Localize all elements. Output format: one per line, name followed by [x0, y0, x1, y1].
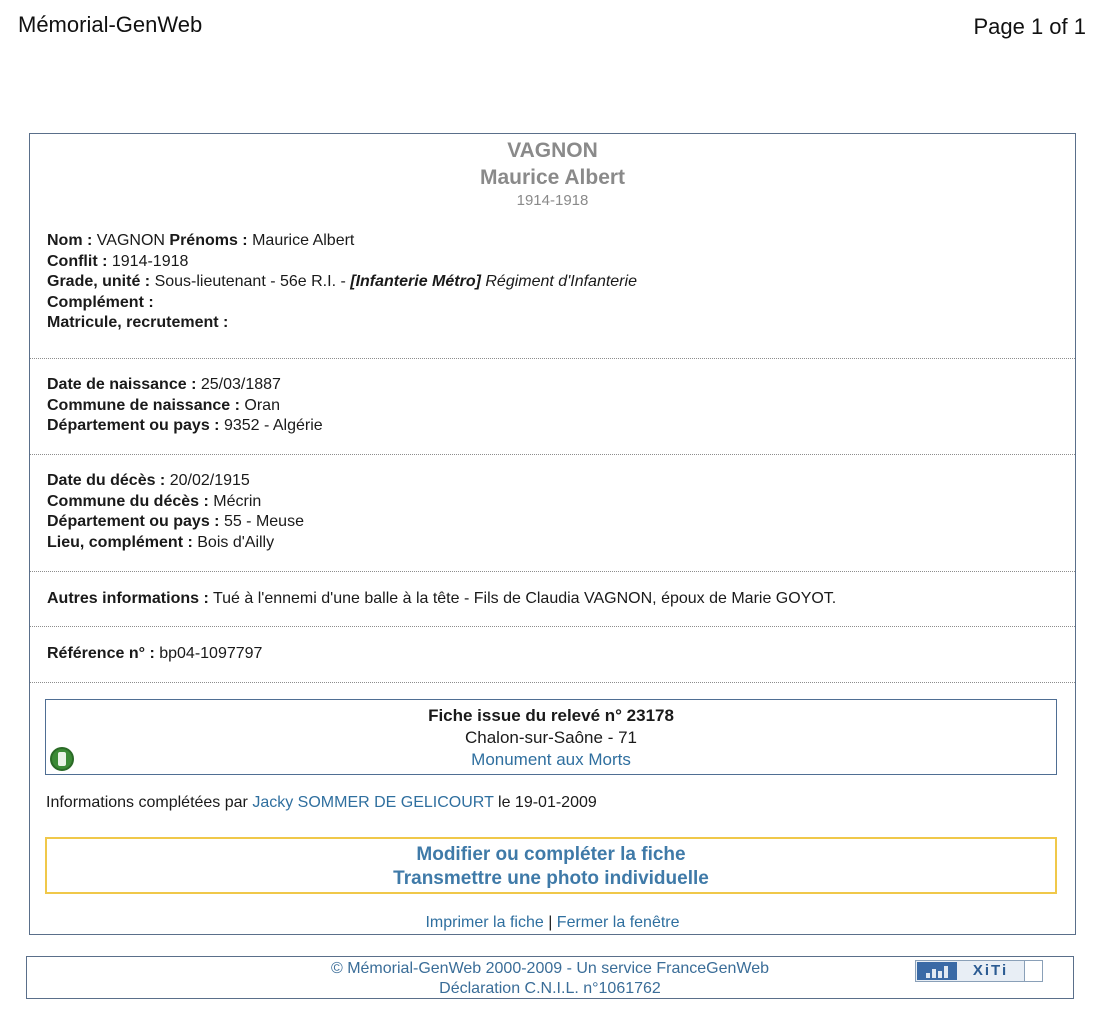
conflit-value: 1914-1918	[111, 252, 189, 270]
death-lieu-row	[47, 533, 1058, 554]
other-info-label: Autres informations :	[47, 589, 209, 607]
death-dept-label: Département ou pays :	[47, 513, 220, 531]
complement-label: Complément :	[47, 293, 154, 311]
xiti-label: XiTi	[972, 962, 1009, 979]
grade-label: Grade, unité :	[47, 273, 151, 291]
reference-row	[47, 644, 262, 665]
releve-title: Fiche issue du relevé n° 23178	[428, 706, 674, 725]
birth-commune-label: Commune de naissance :	[47, 396, 240, 414]
photo-link[interactable]: Transmettre une photo individuelle	[393, 868, 709, 889]
reference-label: Référence n° :	[47, 645, 155, 663]
death-commune-row	[47, 492, 1058, 513]
identity-section	[30, 210, 1075, 359]
title-years: 1914-1918	[516, 192, 589, 209]
grade-unit-bold: [Infanterie Métro]	[350, 273, 481, 291]
completed-suffix: le 19-01-2009	[498, 794, 597, 811]
death-lieu-label: Lieu, complément :	[47, 533, 193, 551]
nom-value: VAGNON	[96, 232, 165, 249]
birth-commune-value: Oran	[244, 396, 280, 414]
nom-label: Nom :	[47, 232, 93, 249]
birth-dept-value: 9352 - Algérie	[223, 417, 323, 435]
birth-date-value: 25/03/1887	[200, 376, 281, 393]
xiti-bars-icon	[917, 962, 957, 980]
link-separator: |	[548, 914, 553, 931]
footer-copyright[interactable]: © Mémorial-GenWeb 2000-2009 - Un service FranceGenWeb	[330, 960, 770, 977]
fiche-card	[29, 133, 1076, 935]
monument-link[interactable]: Monument aux Morts	[471, 750, 631, 769]
other-info-value: Tué à l'ennemi d'une balle à la tête - Fils de Claudia VAGNON, époux de Marie GOYOT.	[212, 589, 837, 607]
birth-date-row	[47, 375, 1058, 396]
birth-dept-label: Département ou pays :	[47, 417, 220, 435]
grade-row	[47, 272, 1058, 293]
birth-section	[30, 359, 1075, 455]
author-link[interactable]: Jacky SOMMER DE GELICOURT	[252, 794, 494, 811]
footer-cnil[interactable]: Déclaration C.N.I.L. n°1061762	[439, 980, 661, 997]
print-links	[30, 914, 1075, 932]
grade-value: Sous-lieutenant - 56e R.I. -	[154, 273, 346, 291]
prenoms-label: Prénoms :	[169, 232, 248, 249]
prenoms-value: Maurice Albert	[252, 232, 355, 249]
reference-value: bp04-1097797	[159, 645, 263, 663]
grade-unit-desc: Régiment d'Infanterie	[485, 273, 637, 291]
death-date-value: 20/02/1915	[169, 472, 250, 489]
nom-row	[47, 231, 1058, 252]
birth-dept-row	[47, 416, 1058, 437]
matricule-row	[47, 313, 1058, 334]
death-section	[30, 455, 1075, 572]
reference-section	[30, 627, 1075, 683]
death-dept-row	[47, 512, 1058, 533]
modify-box	[45, 837, 1057, 894]
death-date-row	[47, 471, 1058, 492]
death-commune-label: Commune du décès :	[47, 492, 209, 510]
complement-row	[47, 293, 1058, 314]
print-header-page: Page 1 of 1	[973, 14, 1086, 39]
xiti-badge[interactable]	[915, 960, 1043, 982]
death-lieu-value: Bois d'Ailly	[197, 533, 275, 551]
title-surname: VAGNON	[507, 139, 598, 162]
print-header-site: Mémorial-GenWeb	[18, 12, 203, 37]
modify-link[interactable]: Modifier ou compléter la fiche	[416, 844, 686, 865]
info-icon[interactable]	[50, 747, 74, 771]
releve-place: Chalon-sur-Saône - 71	[465, 728, 637, 747]
completed-prefix: Informations complétées par	[46, 794, 248, 811]
matricule-label: Matricule, recrutement :	[47, 314, 229, 332]
title-given-names: Maurice Albert	[479, 166, 626, 189]
other-info-section	[30, 572, 1075, 627]
completed-by	[46, 794, 597, 812]
birth-date-label: Date de naissance :	[47, 376, 197, 393]
other-info-row	[47, 589, 836, 610]
death-commune-value: Mécrin	[213, 492, 262, 510]
close-link[interactable]: Fermer la fenêtre	[556, 914, 680, 931]
conflit-row	[47, 252, 1058, 273]
footer	[26, 956, 1074, 999]
releve-box	[45, 699, 1057, 775]
fiche-title	[30, 134, 1075, 210]
birth-commune-row	[47, 396, 1058, 417]
conflit-label: Conflit :	[47, 252, 108, 270]
death-date-label: Date du décès :	[47, 472, 166, 489]
death-dept-value: 55 - Meuse	[223, 513, 304, 531]
print-link[interactable]: Imprimer la fiche	[425, 914, 544, 931]
